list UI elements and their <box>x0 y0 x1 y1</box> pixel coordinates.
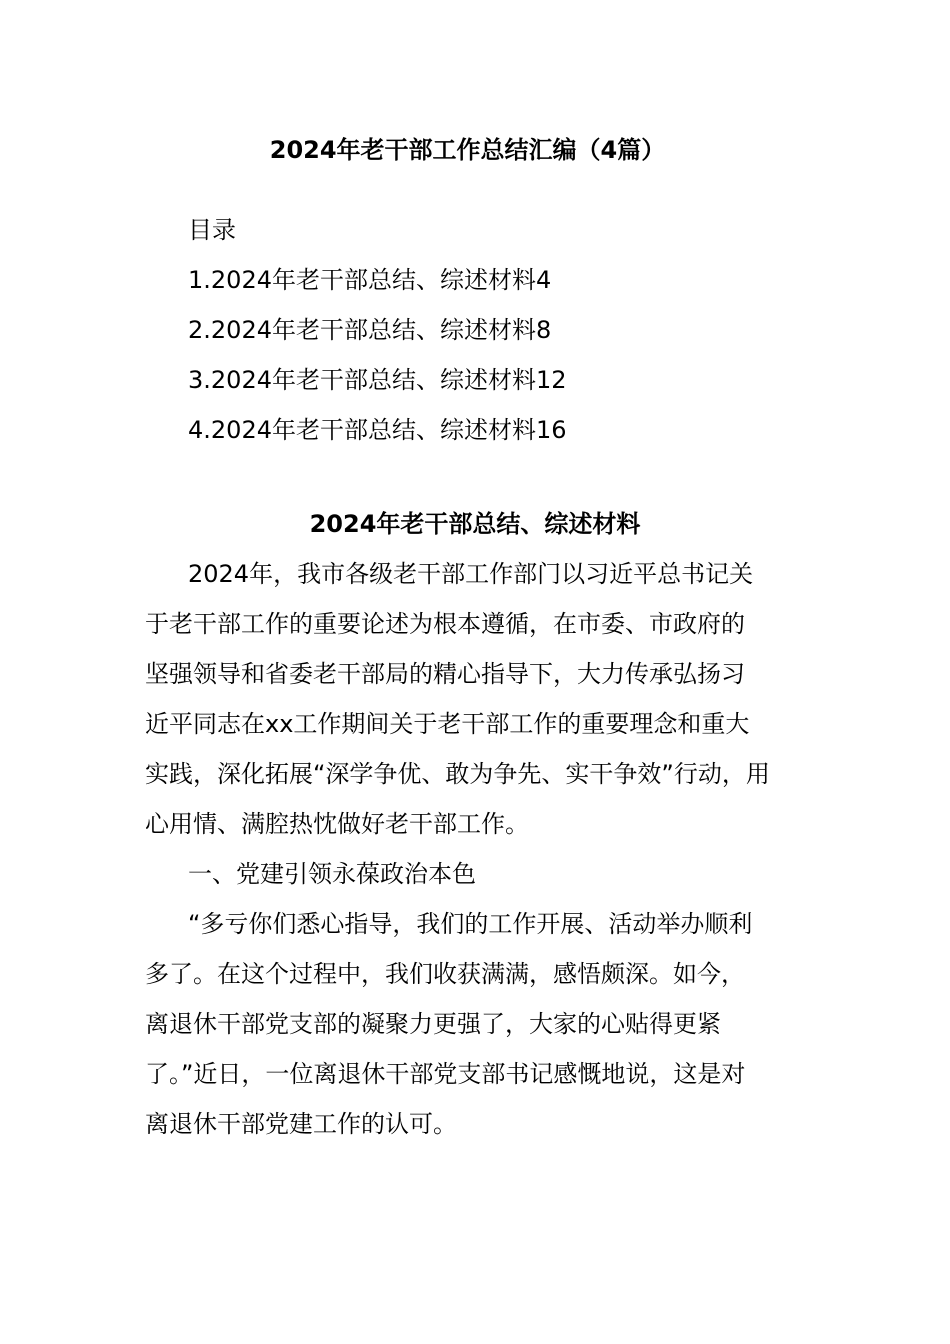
paragraph-line: 了。”近日，一位离退休干部党支部书记感慨地说，这是对 <box>145 1060 746 1088</box>
paragraph-line: 近平同志在xx工作期间关于老干部工作的重要理念和重大 <box>145 710 750 738</box>
toc-item[interactable]: 4.2024年老干部总结、综述材料16 <box>188 416 567 444</box>
toc-heading: 目录 <box>188 216 236 244</box>
section-body <box>145 549 805 1149</box>
subheading: 一、党建引领永葆政治本色 <box>188 860 476 888</box>
toc-item[interactable]: 2.2024年老干部总结、综述材料8 <box>188 316 552 344</box>
paragraph-line: “多亏你们悉心指导，我们的工作开展、活动举办顺利 <box>188 910 753 938</box>
toc-item[interactable]: 3.2024年老干部总结、综述材料12 <box>188 366 567 394</box>
paragraph-line: 离退休干部党建工作的认可。 <box>145 1110 457 1138</box>
paragraph-line: 坚强领导和省委老干部局的精心指导下，大力传承弘扬习 <box>145 660 745 688</box>
paragraph-line: 于老干部工作的重要论述为根本遵循，在市委、市政府的 <box>145 610 745 638</box>
paragraph-line: 多了。在这个过程中，我们收获满满，感悟颇深。如今， <box>145 960 745 988</box>
paragraph-line: 离退休干部党支部的凝聚力更强了，大家的心贴得更紧 <box>145 1010 721 1038</box>
toc-item[interactable]: 1.2024年老干部总结、综述材料4 <box>188 266 552 294</box>
table-of-contents <box>188 205 567 455</box>
paragraph-line: 2024年，我市各级老干部工作部门以习近平总书记关 <box>188 560 754 588</box>
document-title: 2024年老干部工作总结汇编（4篇） <box>269 136 666 164</box>
paragraph-line: 实践，深化拓展“深学争优、敢为争先、实干争效”行动，用 <box>145 760 770 788</box>
section-title: 2024年老干部总结、综述材料 <box>309 510 641 538</box>
paragraph-line: 心用情、满腔热忱做好老干部工作。 <box>145 810 529 838</box>
